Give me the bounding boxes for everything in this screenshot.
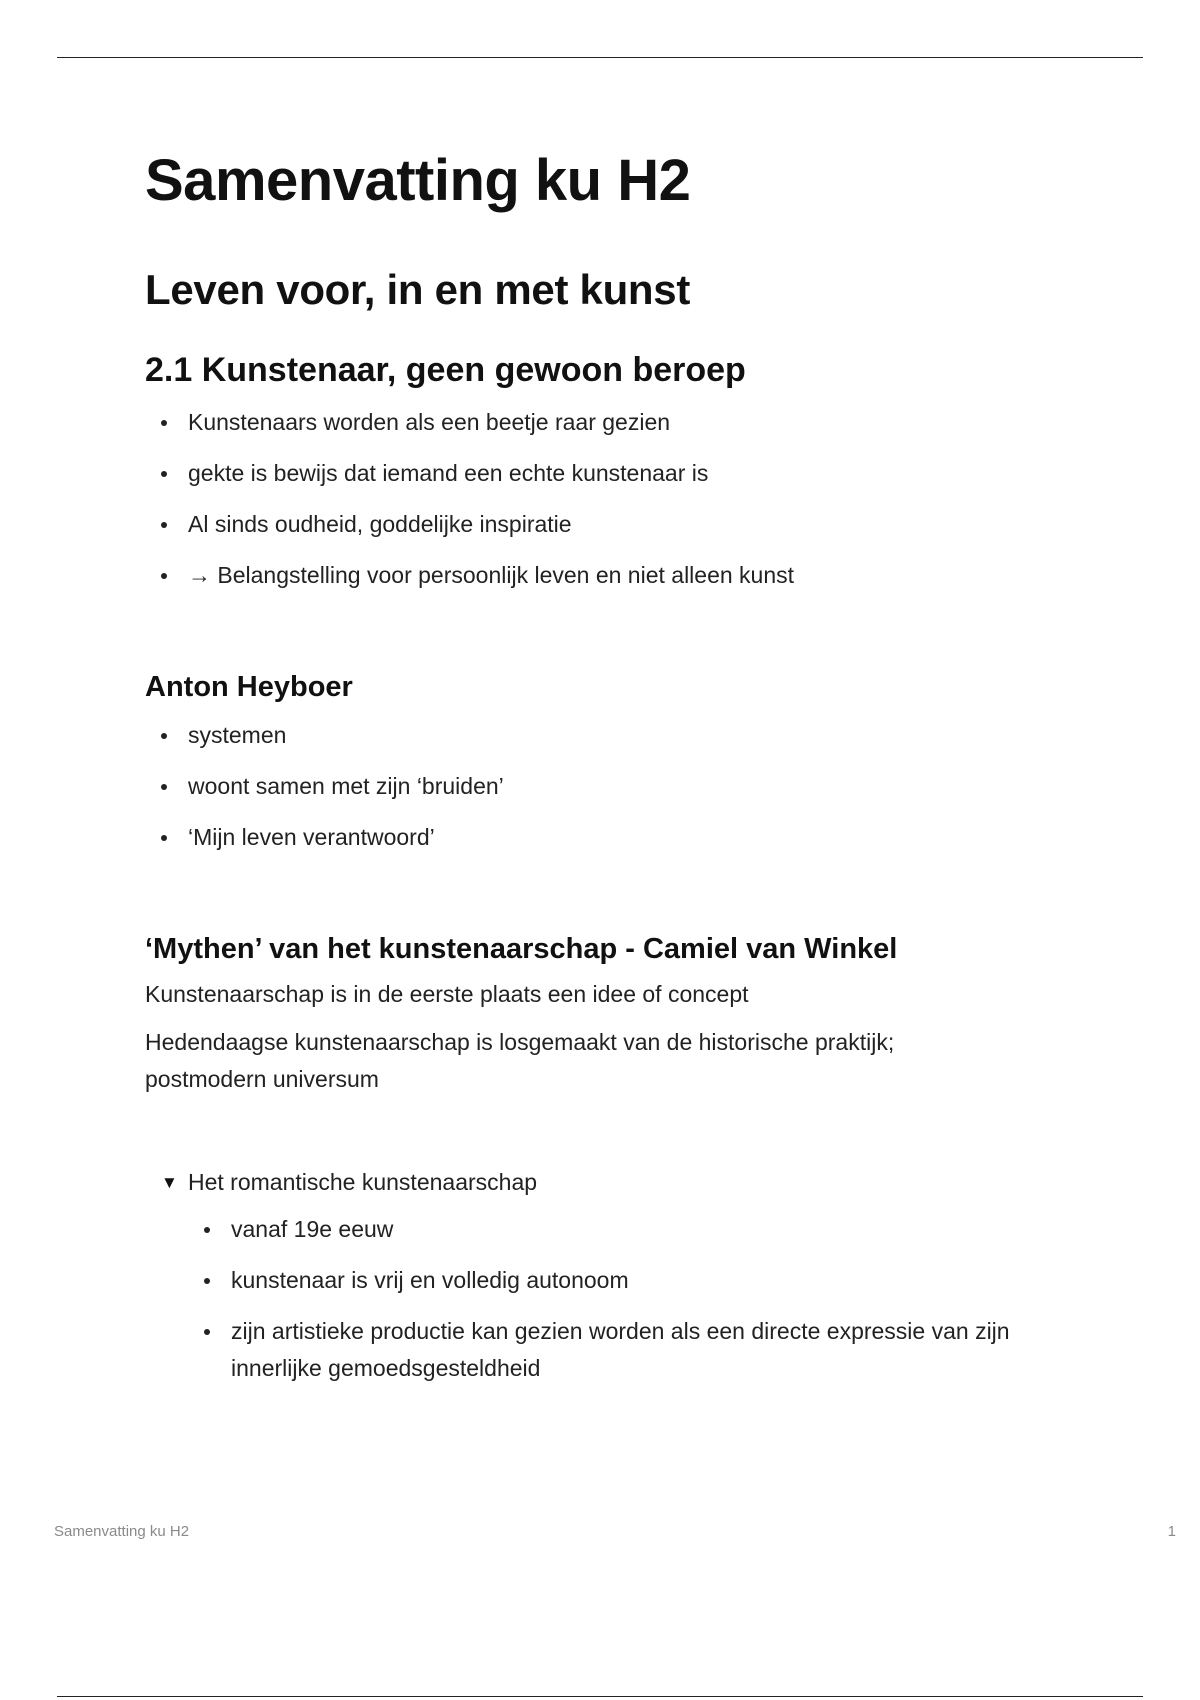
section-2-1-list <box>145 404 1095 594</box>
toggle-header[interactable] <box>161 1164 1095 1201</box>
list-item: Al sinds oudheid, goddelijke inspiratie <box>145 506 1095 543</box>
paragraph-concept: Kunstenaarschap is in de eerste plaats een idee of concept <box>145 981 749 1007</box>
list-item: systemen <box>145 717 1095 754</box>
footer-document-title: Samenvatting ku H2 <box>54 1523 190 1540</box>
paragraph-hedendaags: Hedendaagse kunstenaarschap is losgemaakt van de historische praktijk; postmodern universum <box>145 1029 895 1092</box>
heading-anton-heyboer: Anton Heyboer <box>145 671 353 703</box>
list-item: kunstenaar is vrij en volledig autonoom <box>188 1262 1095 1299</box>
bottom-divider <box>57 1696 1143 1697</box>
triangle-down-icon[interactable]: ▼ <box>161 1173 178 1192</box>
list-item: Kunstenaars worden als een beetje raar gezien <box>145 404 1095 441</box>
toggle-label: Het romantische kunstenaarschap <box>188 1169 538 1195</box>
toggle-content <box>161 1211 1095 1387</box>
heyboer-list <box>145 717 1095 856</box>
romantisch-list <box>188 1211 1095 1387</box>
footer-page-number: 1 <box>1167 1523 1176 1540</box>
toggle-romantisch <box>161 1164 1095 1387</box>
list-item: ‘Mijn leven verantwoord’ <box>145 819 1095 856</box>
section-heading-2-1: 2.1 Kunstenaar, geen gewoon beroep <box>145 351 746 389</box>
document-content <box>145 140 1095 1401</box>
list-item: gekte is bewijs dat iemand een echte kunstenaar is <box>145 455 1095 492</box>
list-item: → Belangstelling voor persoonlijk leven en niet alleen kunst <box>145 557 1095 594</box>
heading-mythen: ‘Mythen’ van het kunstenaarschap - Camiel van Winkel <box>145 933 898 965</box>
main-heading: Leven voor, in en met kunst <box>145 266 691 313</box>
top-divider <box>57 57 1143 58</box>
list-item: woont samen met zijn ‘bruiden’ <box>145 768 1095 805</box>
list-item: zijn artistieke productie kan gezien worden als een directe expressie van zijn innerlijke gemoedsgesteldheid <box>188 1313 1051 1387</box>
page-title: Samenvatting ku H2 <box>145 148 691 213</box>
list-item: vanaf 19e eeuw <box>188 1211 1095 1248</box>
